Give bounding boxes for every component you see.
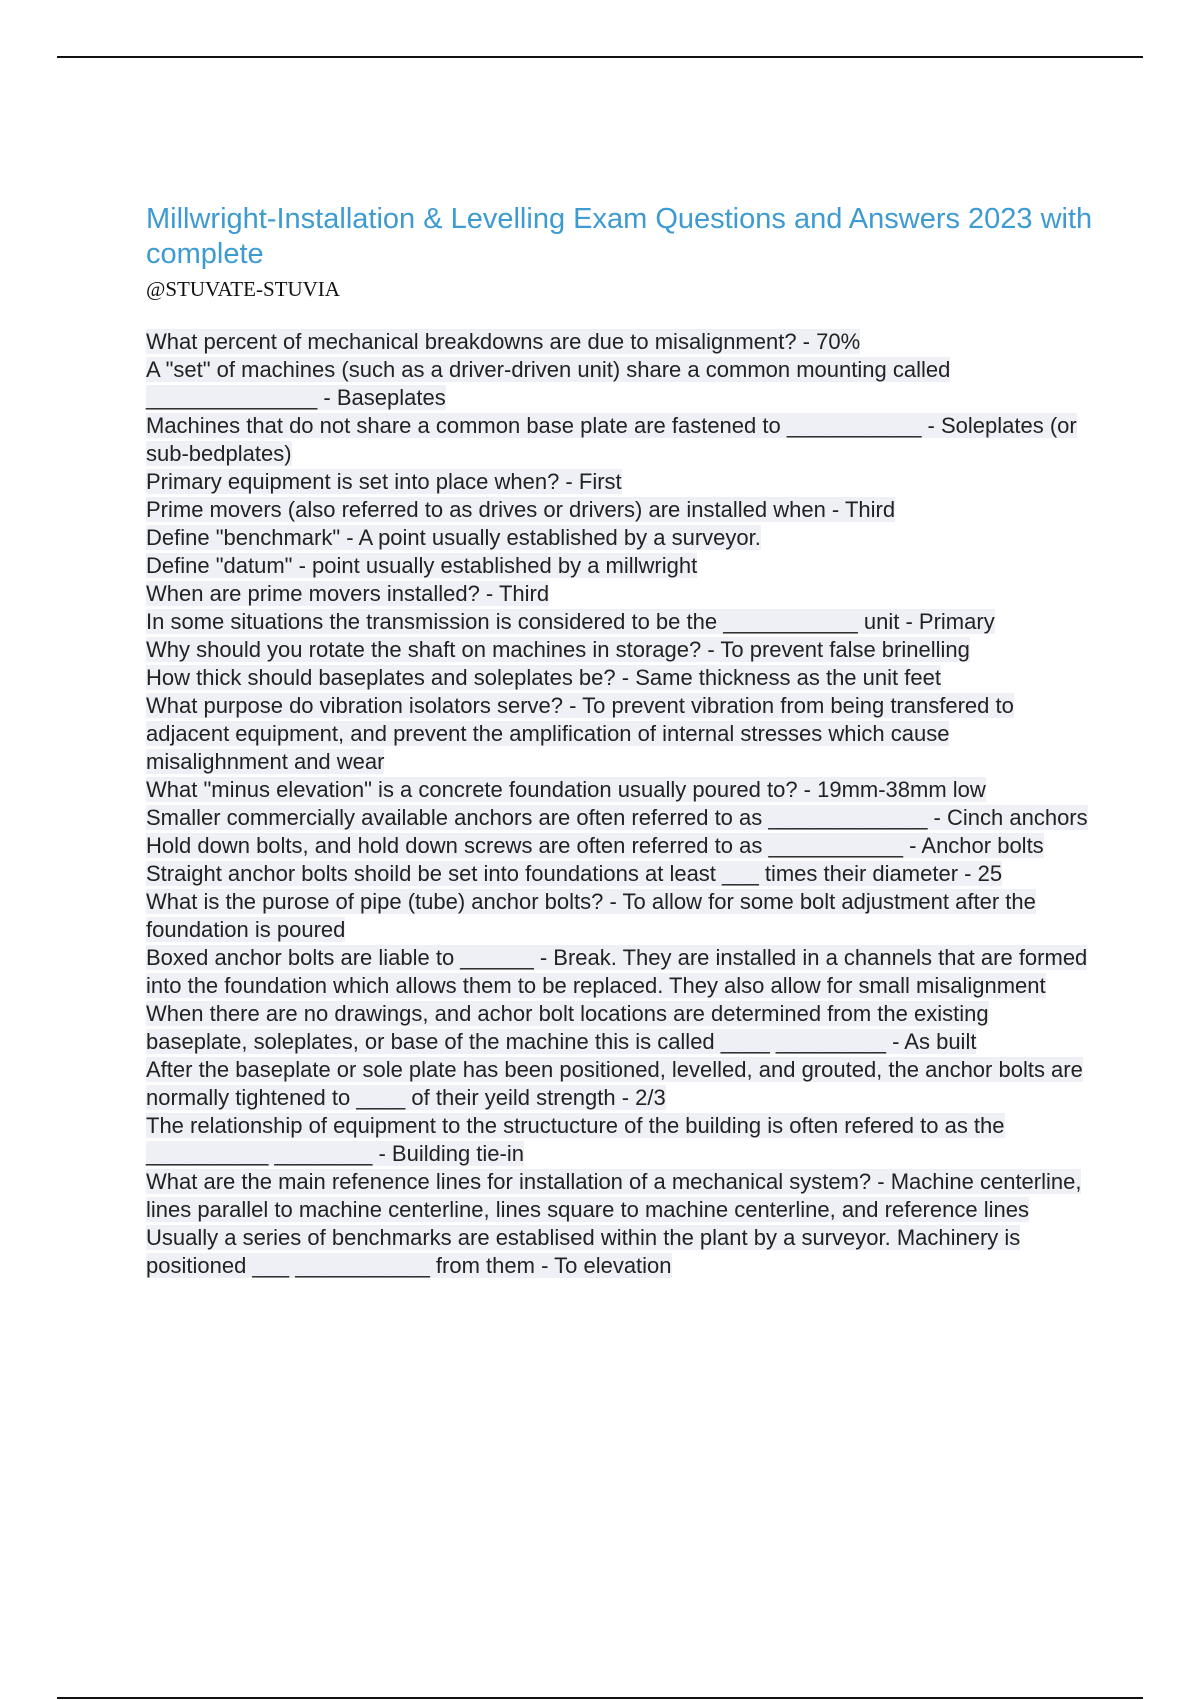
qa-item [146, 1056, 1088, 1112]
qa-item [146, 636, 1088, 664]
question-text: What is the purose of pipe (tube) anchor bolts? - [146, 889, 623, 914]
document-body [146, 202, 1096, 1280]
qa-item [146, 524, 1088, 552]
qa-item [146, 496, 1088, 524]
answer-text: 70% [816, 329, 861, 354]
answer-text: Building tie-in [391, 1141, 524, 1166]
answer-text: point usually established by a millwright [312, 553, 698, 578]
question-text: After the baseplate or sole plate has been positioned, levelled, and grouted, the anchor bolts are normally tightened to ____ of their yeild strength - [146, 1057, 1083, 1110]
question-text: The relationship of equipment to the structucture of the building is often refered to as the __________ ________ - [146, 1113, 1005, 1166]
question-text: When are prime movers installed? - [146, 581, 499, 606]
qa-item [146, 776, 1088, 804]
question-text: Define "datum" - [146, 553, 313, 578]
qa-item [146, 328, 1088, 356]
qa-list [146, 328, 1088, 1280]
answer-text: Same thickness as the unit feet [635, 665, 941, 690]
question-text: Primary equipment is set into place when? - [146, 469, 579, 494]
question-text: Prime movers (also referred to as drives or drivers) are installed when - [146, 497, 845, 522]
qa-item [146, 356, 1088, 412]
qa-item [146, 580, 1088, 608]
answer-text: Third [498, 581, 550, 606]
document-subtitle: @STUVATE-STUVIA [146, 277, 340, 301]
question-text: What are the main refenence lines for installation of a mechanical system? - [146, 1169, 891, 1194]
answer-text: To prevent vibration from being transfered to adjacent equipment, and prevent the amplification of internal stresses which cause misalighnment and wear [146, 693, 1014, 774]
question-text: Define "benchmark" - [146, 525, 359, 550]
answer-text: Soleplates (or sub-bedplates) [146, 413, 1077, 466]
bottom-rule [57, 1697, 1143, 1699]
answer-text: 25 [977, 861, 1003, 886]
qa-item [146, 692, 1088, 776]
qa-item [146, 1000, 1088, 1056]
qa-item [146, 1168, 1088, 1224]
qa-item [146, 608, 1088, 636]
qa-item [146, 664, 1088, 692]
question-text: A "set" of machines (such as a driver-driven unit) share a common mounting called ______________ - [146, 357, 951, 410]
answer-text: Primary [918, 609, 995, 634]
qa-item [146, 888, 1088, 944]
question-text: What percent of mechanical breakdowns are due to misalignment? - [146, 329, 817, 354]
answer-text: 19mm-38mm low [817, 777, 986, 802]
question-text: Straight anchor bolts shoild be set into foundations at least ___ times their diameter - [146, 861, 978, 886]
question-text: Boxed anchor bolts are liable to ______ - [146, 945, 554, 970]
answer-text: As built [904, 1029, 977, 1054]
document-title: Millwright-Installation & Levelling Exam Questions and Answers 2023 with complete [146, 203, 1093, 270]
question-text: Machines that do not share a common base plate are fastened to ___________ - [146, 413, 941, 438]
qa-item [146, 832, 1088, 860]
question-text: How thick should baseplates and soleplates be? - [146, 665, 636, 690]
answer-text: To prevent false brinelling [720, 637, 970, 662]
question-text: In some situations the transmission is considered to be the ___________ unit - [146, 609, 919, 634]
answer-text: To allow for some bolt adjustment after the foundation is poured [146, 889, 1036, 942]
answer-text: A point usually established by a surveyor. [358, 525, 761, 550]
qa-item [146, 412, 1088, 468]
question-text: Usually a series of benchmarks are establised within the plant by a surveyor. Machinery is positioned ___ ___________ from them - [146, 1225, 1021, 1278]
qa-item [146, 468, 1088, 496]
answer-text: Break. They are installed in a channels that are formed into the foundation which allows them to be replaced. They also allow for small misalignment [146, 945, 1088, 998]
question-text: Smaller commercially available anchors are often referred to as _____________ - [146, 805, 947, 830]
question-text: What purpose do vibration isolators serve? - [146, 693, 583, 718]
qa-item [146, 1224, 1088, 1280]
answer-text: 2/3 [635, 1085, 666, 1110]
answer-text: Cinch anchors [947, 805, 1088, 830]
question-text: What "minus elevation" is a concrete foundation usually poured to? - [146, 777, 818, 802]
qa-item [146, 944, 1088, 1000]
qa-item [146, 804, 1088, 832]
question-text: When there are no drawings, and achor bolt locations are determined from the existing baseplate, soleplates, or base of the machine this is called ____ _________ - [146, 1001, 989, 1054]
qa-item [146, 860, 1088, 888]
answer-text: Anchor bolts [921, 833, 1044, 858]
answer-text: First [578, 469, 622, 494]
answer-text: Third [844, 497, 896, 522]
answer-text: Baseplates [336, 385, 446, 410]
top-rule [57, 56, 1143, 58]
qa-item [146, 552, 1088, 580]
answer-text: To elevation [554, 1253, 672, 1278]
question-text: Why should you rotate the shaft on machines in storage? - [146, 637, 721, 662]
answer-text: Machine centerline, lines parallel to machine centerline, lines square to machine centerline, and reference lines [146, 1169, 1082, 1222]
qa-item [146, 1112, 1088, 1168]
question-text: Hold down bolts, and hold down screws are often referred to as ___________ - [146, 833, 922, 858]
